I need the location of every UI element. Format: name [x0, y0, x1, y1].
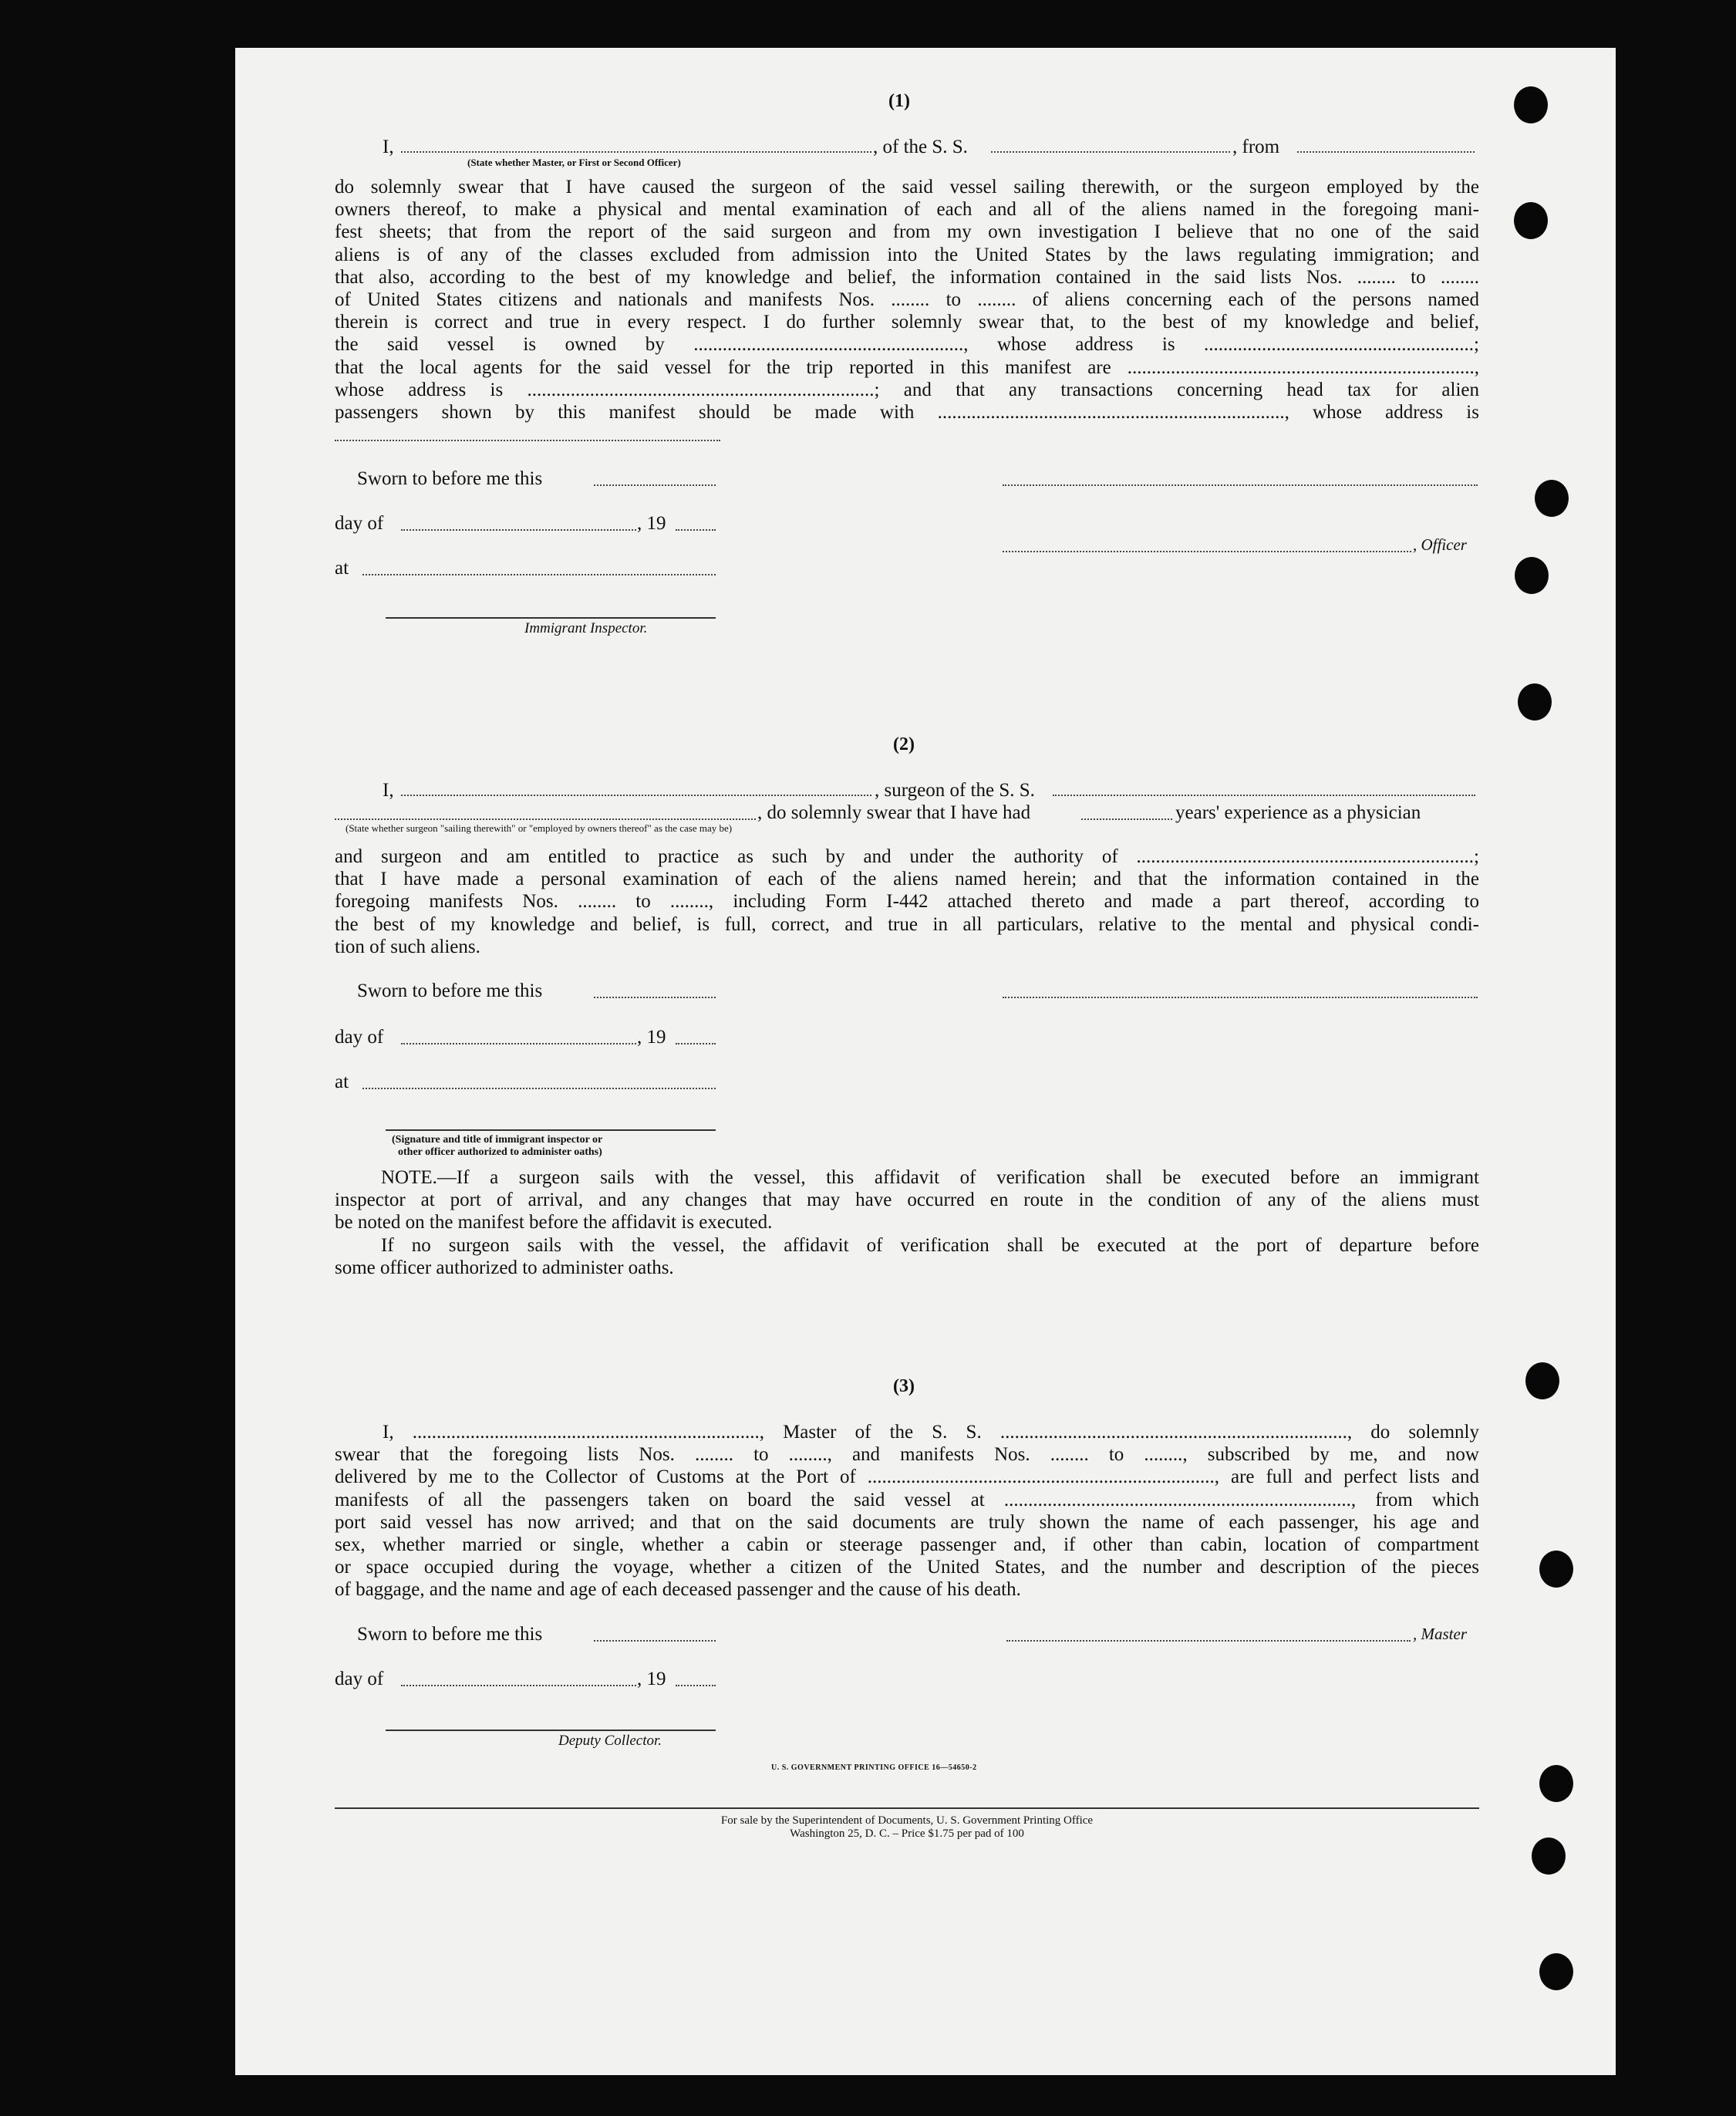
- sworn-date-field: [594, 980, 716, 998]
- paragraph-line: fest sheets; that from the report of the said surgeon and from my own investigation I believe that no one of the said: [335, 221, 1479, 243]
- punch-hole: [1535, 480, 1569, 517]
- note-line: inspector at port of arrival, and any changes that may have occurred en route in the condition of any of the aliens must: [335, 1190, 1479, 1211]
- printing-office-line: U. S. GOVERNMENT PRINTING OFFICE 16—54650-2: [771, 1763, 977, 1772]
- note-line: NOTE.—If a surgeon sails with the vessel, this affidavit of verification shall be executed before an immigrant: [381, 1167, 1479, 1188]
- collector-signature-line: [386, 1730, 716, 1731]
- paragraph-line: swear that the foregoing lists Nos. ........ to ........, and manifests Nos. ........ to ........, subscribed by me, and now: [335, 1444, 1479, 1466]
- punch-hole: [1539, 1551, 1573, 1588]
- note-line: be noted on the manifest before the affidavit is executed.: [335, 1212, 773, 1233]
- punch-hole: [1514, 202, 1548, 239]
- at-field: [362, 1071, 716, 1089]
- signature-line: [1003, 980, 1478, 998]
- inspector-label: Immigrant Inspector.: [524, 620, 648, 636]
- collector-label: Deputy Collector.: [558, 1733, 662, 1749]
- note-line: If no surgeon sails with the vessel, the affidavit of verification shall be executed at the port of departure before: [381, 1235, 1479, 1256]
- text: , do solemnly swear that I have had: [757, 802, 1031, 823]
- paragraph-line: I, ........................................................................, Master of the S. S. ........................................................................, do solemnly: [383, 1422, 1479, 1443]
- surgeon-note: (State whether surgeon "sailing therewith" or "employed by owners thereof" as the case may be): [346, 822, 733, 834]
- text: , surgeon of the S. S.: [875, 780, 1035, 801]
- sworn-label: Sworn to before me this: [357, 468, 543, 489]
- year-field: [676, 512, 716, 531]
- master-signature-field: [1006, 1623, 1411, 1642]
- paragraph-line: port said vessel has now arrived; and that on the said documents are truly shown the name of each passenger, his age and: [335, 1511, 1479, 1533]
- signature-note-1: (Signature and title of immigrant inspector or: [392, 1134, 603, 1146]
- paragraph-line: and surgeon and am entitled to practice as such by and under the authority of ......................................................................;: [335, 846, 1479, 867]
- section-number: (1): [888, 91, 910, 111]
- sworn-label: Sworn to before me this: [357, 980, 543, 1001]
- paragraph-line: therein is correct and true in every respect. I do further solemnly swear that, to the best of my knowledge and belief,: [335, 312, 1479, 333]
- punch-hole: [1514, 86, 1548, 123]
- paragraph-line: the said vessel is owned by ........................................................, whose address is ........................................................;: [335, 334, 1479, 356]
- day-of-field: [401, 512, 636, 531]
- master-label: , Master: [1413, 1625, 1467, 1643]
- day-of-label: day of: [335, 1669, 384, 1689]
- officer-note: (State whether Master, or First or Second Officer): [467, 157, 681, 168]
- paragraph-line: owners thereof, to make a physical and mental examination of each and all of the aliens named in the foregoing mani-: [335, 199, 1479, 221]
- year-field: [676, 1026, 716, 1045]
- paragraph-line: sex, whether married or single, whether a cabin or steerage passenger and, if other than cabin, location of compartment: [335, 1534, 1479, 1555]
- text: I,: [383, 780, 394, 801]
- years-field: [1081, 802, 1172, 820]
- officer-signature-field: [1003, 534, 1411, 552]
- footer-line-2: Washington 25, D. C. – Price $1.75 per pad of 100: [790, 1827, 1024, 1840]
- signature-rule: [386, 1129, 716, 1131]
- sworn-date-field: [594, 467, 716, 486]
- address-line: [335, 440, 720, 441]
- inspector-signature-line: [386, 617, 716, 619]
- signature-note-2: other officer authorized to administer oaths): [398, 1146, 602, 1158]
- master-name-field: [401, 134, 871, 153]
- day-of-field: [401, 1668, 636, 1686]
- footer-rule: [335, 1807, 1479, 1809]
- text: I,: [383, 137, 394, 157]
- day-of-label: day of: [335, 513, 384, 534]
- sworn-label: Sworn to before me this: [357, 1624, 543, 1645]
- at-field: [362, 557, 716, 575]
- surgeon-status-field: [335, 802, 756, 820]
- section-number: (2): [893, 734, 915, 754]
- year-label: , 19: [637, 1669, 666, 1689]
- punch-hole: [1515, 557, 1549, 594]
- text: , from: [1232, 137, 1280, 157]
- footer-line-1: For sale by the Superintendent of Documents, U. S. Government Printing Office: [720, 1814, 1094, 1827]
- section-number: (3): [893, 1376, 915, 1396]
- paragraph-line: passengers shown by this manifest should be made with ........................................................................, whose address is: [335, 402, 1479, 423]
- paragraph-line: of baggage, and the name and age of each deceased passenger and the cause of his death.: [335, 1579, 1021, 1601]
- paragraph-line: that I have made a personal examination of each of the aliens named herein; and that the information contained in the: [335, 869, 1479, 890]
- punch-hole: [1539, 1953, 1573, 1990]
- paragraph-line: manifests of all the passengers taken on board the said vessel at ........................................................................, from which: [335, 1489, 1479, 1510]
- paragraph-line: the best of my knowledge and belief, is full, correct, and true in all particulars, relative to the mental and physical condi-: [335, 913, 1479, 935]
- text: , of the S. S.: [873, 137, 968, 157]
- text: years' experience as a physician: [1175, 802, 1421, 823]
- surgeon-name-field: [401, 778, 871, 796]
- vessel-name-field: [1053, 778, 1475, 796]
- paragraph-line: or space occupied during the voyage, whether a citizen of the United States, and the number and description of the pieces: [335, 1557, 1479, 1578]
- punch-hole: [1539, 1765, 1573, 1802]
- paragraph-line: whose address is ........................................................................; and that any transactions concerning head tax for alien: [335, 379, 1479, 400]
- at-label: at: [335, 558, 349, 579]
- paragraph-line: that the local agents for the said vessel for the trip reported in this manifest are ........................................................................,: [335, 356, 1479, 378]
- signature-line: [1003, 467, 1478, 486]
- paragraph-line: aliens is of any of the classes excluded from admission into the United States by the laws regulating immigration; and: [335, 244, 1479, 265]
- from-port-field: [1297, 134, 1475, 153]
- paragraph-line: foregoing manifests Nos. ........ to ........, including Form I-442 attached thereto and made a part thereof, according to: [335, 891, 1479, 913]
- sworn-date-field: [594, 1623, 716, 1642]
- paragraph-line: do solemnly swear that I have caused the surgeon of the said vessel sailing therewith, or the surgeon employed by the: [335, 177, 1479, 197]
- paragraph-line: tion of such aliens.: [335, 936, 480, 957]
- year-field: [676, 1668, 716, 1686]
- day-of-label: day of: [335, 1027, 384, 1048]
- officer-label: , Officer: [1413, 535, 1467, 554]
- paragraph-line: delivered by me to the Collector of Customs at the Port of ........................................................................, are full and perfect lists and: [335, 1466, 1479, 1488]
- punch-hole: [1532, 1838, 1566, 1875]
- year-label: , 19: [637, 1027, 666, 1048]
- vessel-name-field: [991, 134, 1230, 153]
- at-label: at: [335, 1071, 349, 1092]
- punch-hole: [1525, 1362, 1559, 1399]
- day-of-field: [401, 1026, 636, 1045]
- punch-hole: [1518, 683, 1552, 721]
- note-line: some officer authorized to administer oaths.: [335, 1257, 674, 1279]
- paragraph-line: of United States citizens and nationals and manifests Nos. ........ to ........ of aliens concerning each of the persons named: [335, 289, 1479, 310]
- paragraph-line: that also, according to the best of my knowledge and belief, the information contained in the said lists Nos. ........ to ........: [335, 266, 1479, 288]
- year-label: , 19: [637, 513, 666, 534]
